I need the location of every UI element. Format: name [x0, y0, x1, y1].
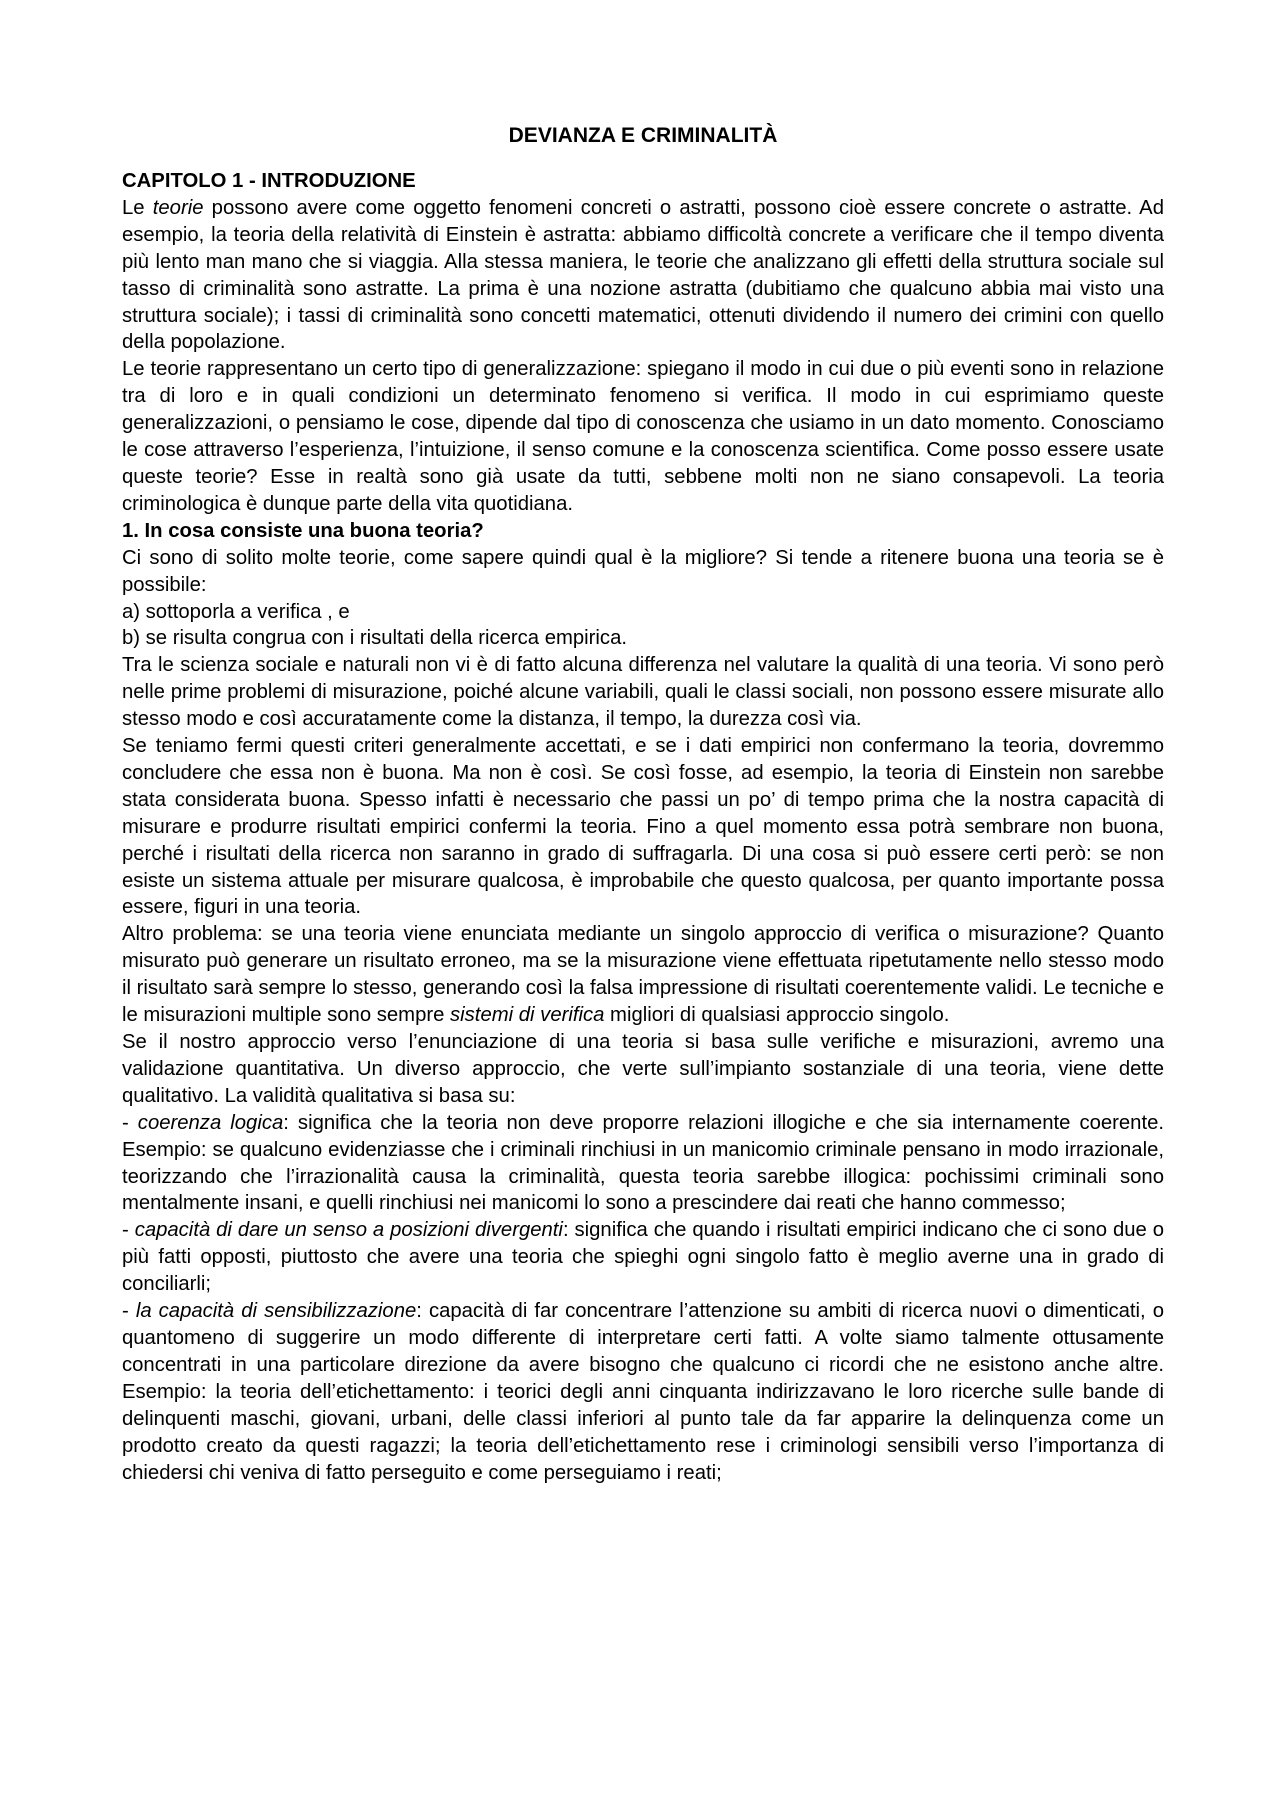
chapter-heading: CAPITOLO 1 - INTRODUZIONE — [122, 170, 416, 192]
paragraph-quantitative-qualitative: Se il nostro approccio verso l’enunciazione di una teoria si basa sulle verifiche e misurazioni, avremo una validazione quantitativa. Un diverso approccio, che verte sull’impianto sostanziale di una teoria, viene dette qualitativo. La validità qualitativa si basa su: — [122, 1031, 1164, 1107]
text-span: Altro problema: se una teoria viene enunciata mediante un singolo approccio di verifica o misurazione? Quanto misurato può generare un risultato erroneo, ma se la misurazione viene effettuata ripetutamente nello stesso modo il risultato sarà sempre lo stesso, generando così la falsa impressione di risultati coerentemente validi. Le tecniche e le misurazioni multiple sono sempre — [122, 923, 1164, 1027]
paragraph-generalization: Le teorie rappresentano un certo tipo di generalizzazione: spiegano il modo in cui due o più eventi sono in relazione tra di loro e in quali condizioni un determinato fenomeno si verifica. Il modo in cui esprimiamo queste generalizzazioni, o pensiamo le cose, dipende dal tipo di conoscenza che usiamo in un dato momento. Conosciamo le cose attraverso l’esperienza, l’intuizione, il senso comune e la conoscenza scientifica. Come posso essere usate queste teorie? Esse in realtà sono già usate da tutti, sebbene molti non ne siano consapevoli. La teoria criminologica è dunque parte della vita quotidiana. — [122, 358, 1164, 515]
paragraph-social-natural-sciences: Tra le scienza sociale e naturali non vi è di fatto alcuna differenza nel valutare la qualità di una teoria. Vi sono però nelle prime problemi di misurazione, poiché alcune variabili, quali le classi sociali, non possono essere misurate allo stesso modo e così accuratamente come la distanza, il tempo, la durezza così via. — [122, 654, 1164, 731]
list-item-a: a) sottoporla a verifica , e — [122, 600, 350, 623]
list-item-logical-coherence — [122, 1110, 1164, 1218]
text-span: - — [122, 1219, 135, 1242]
paragraph-criteria-intro: Ci sono di solito molte teorie, come sapere quindi qual è la migliore? Si tende a ritenere buona una teoria se è possibile: — [122, 546, 1164, 596]
text-span: possono avere come oggetto fenomeni concreti o astratti, possono cioè essere concrete o astratte. Ad esempio, la teoria della relatività di Einstein è astratta: abbiamo difficoltà concrete a verificare che il tempo diventa più lento man mano che si viaggia. Alla stessa maniera, le teorie che analizzano gli effetti della struttura sociale sul tasso di criminalità sono astratte. La prima è una nozione astratta (dubitiamo che qualcuno abbia mai visto una struttura sociale); i tassi di criminalità sono concetti matematici, ottenuti dividendo il numero dei crimini con quello della popolazione. — [122, 196, 1164, 354]
emphasis-teorie: teorie — [152, 196, 204, 219]
emphasis-coerenza-logica: coerenza logica — [137, 1111, 284, 1134]
paragraph-single-approach — [122, 921, 1164, 1029]
list-item-b: b) se risulta congrua con i risultati della ricerca empirica. — [122, 627, 627, 650]
emphasis-sensitization: la capacità di sensibilizzazione — [135, 1300, 417, 1323]
section-heading-good-theory: 1. In cosa consiste una buona teoria? — [122, 519, 484, 542]
emphasis-sistemi-di-verifica: sistemi di verifica — [450, 1004, 605, 1027]
document-title: DEVIANZA E CRIMINALITÀ — [508, 124, 778, 147]
list-item-divergent-positions — [122, 1217, 1164, 1298]
text-span: Le — [122, 196, 153, 219]
paragraph-theories-intro — [122, 195, 1164, 356]
text-span: : significa che la teoria non deve proporre relazioni illogiche e che sia internamente coerente. Esempio: se qualcuno evidenziasse che i criminali rinchiusi in un manicomio criminale pensano in modo irrazionale, teorizzando che l’irrazionalità causa la criminalità, questa teoria sarebbe illogica: pochissimi criminali sono mentalmente insani, e quelli rinchiusi nei manicomi lo sono a prescindere dai reati che hanno commesso; — [122, 1111, 1165, 1215]
text-span: - — [122, 1111, 138, 1134]
emphasis-divergent-positions: capacità di dare un senso a posizioni divergenti — [134, 1219, 563, 1242]
text-span: : significa che quando i risultati empirici indicano che ci sono due o più fatti opposti, piuttosto che avere una teoria che spieghi ogni singolo fatto è meglio averne una in grado di conciliarli; — [122, 1219, 1164, 1296]
text-span: - — [122, 1300, 136, 1323]
list-item-sensitization — [122, 1298, 1164, 1486]
text-span: : capacità di far concentrare l’attenzione su ambiti di ricerca nuovi o dimenticati, o quantomeno di suggerire un modo differente di interpretare certi fatti. A volte siamo talmente ottusamente concentrati in una particolare direzione da avere bisogno che qualcuno ci ricordi che ne esistono anche altre. Esempio: la teoria dell’etichettamento: i teorici degli anni cinquanta indirizzavano le loro ricerche sulle bande di delinquenti maschi, giovani, urbani, delle classi inferiori al punto tale da far apparire la delinquenza come un prodotto creato da questi ragazzi; la teoria dell’etichettamento rese i criminologi sensibili verso l’importanza di chiedersi chi veniva di fatto perseguito e come perseguiamo i reati; — [122, 1300, 1164, 1484]
paragraph-empirical-criteria: Se teniamo fermi questi criteri generalmente accettati, e se i dati empirici non confermano la teoria, dovremmo concludere che essa non è buona. Ma non è così. Se così fosse, ad esempio, la teoria di Einstein non sarebbe stata considerata buona. Spesso infatti è necessario che passi un po’ di tempo prima che la nostra capacità di misurare e produrre risultati empirici confermi la teoria. Fino a quel momento essa potrà sembrare non buona, perché i risultati della ricerca non saranno in grado di suffragarla. Di una cosa si può essere certi però: se non esiste un sistema attuale per misurare qualcosa, è improbabile che questo qualcosa, per quanto importante possa essere, figuri in una teoria. — [122, 735, 1164, 919]
document-page — [122, 122, 1164, 1486]
text-span: migliori di qualsiasi approccio singolo. — [604, 1004, 950, 1027]
